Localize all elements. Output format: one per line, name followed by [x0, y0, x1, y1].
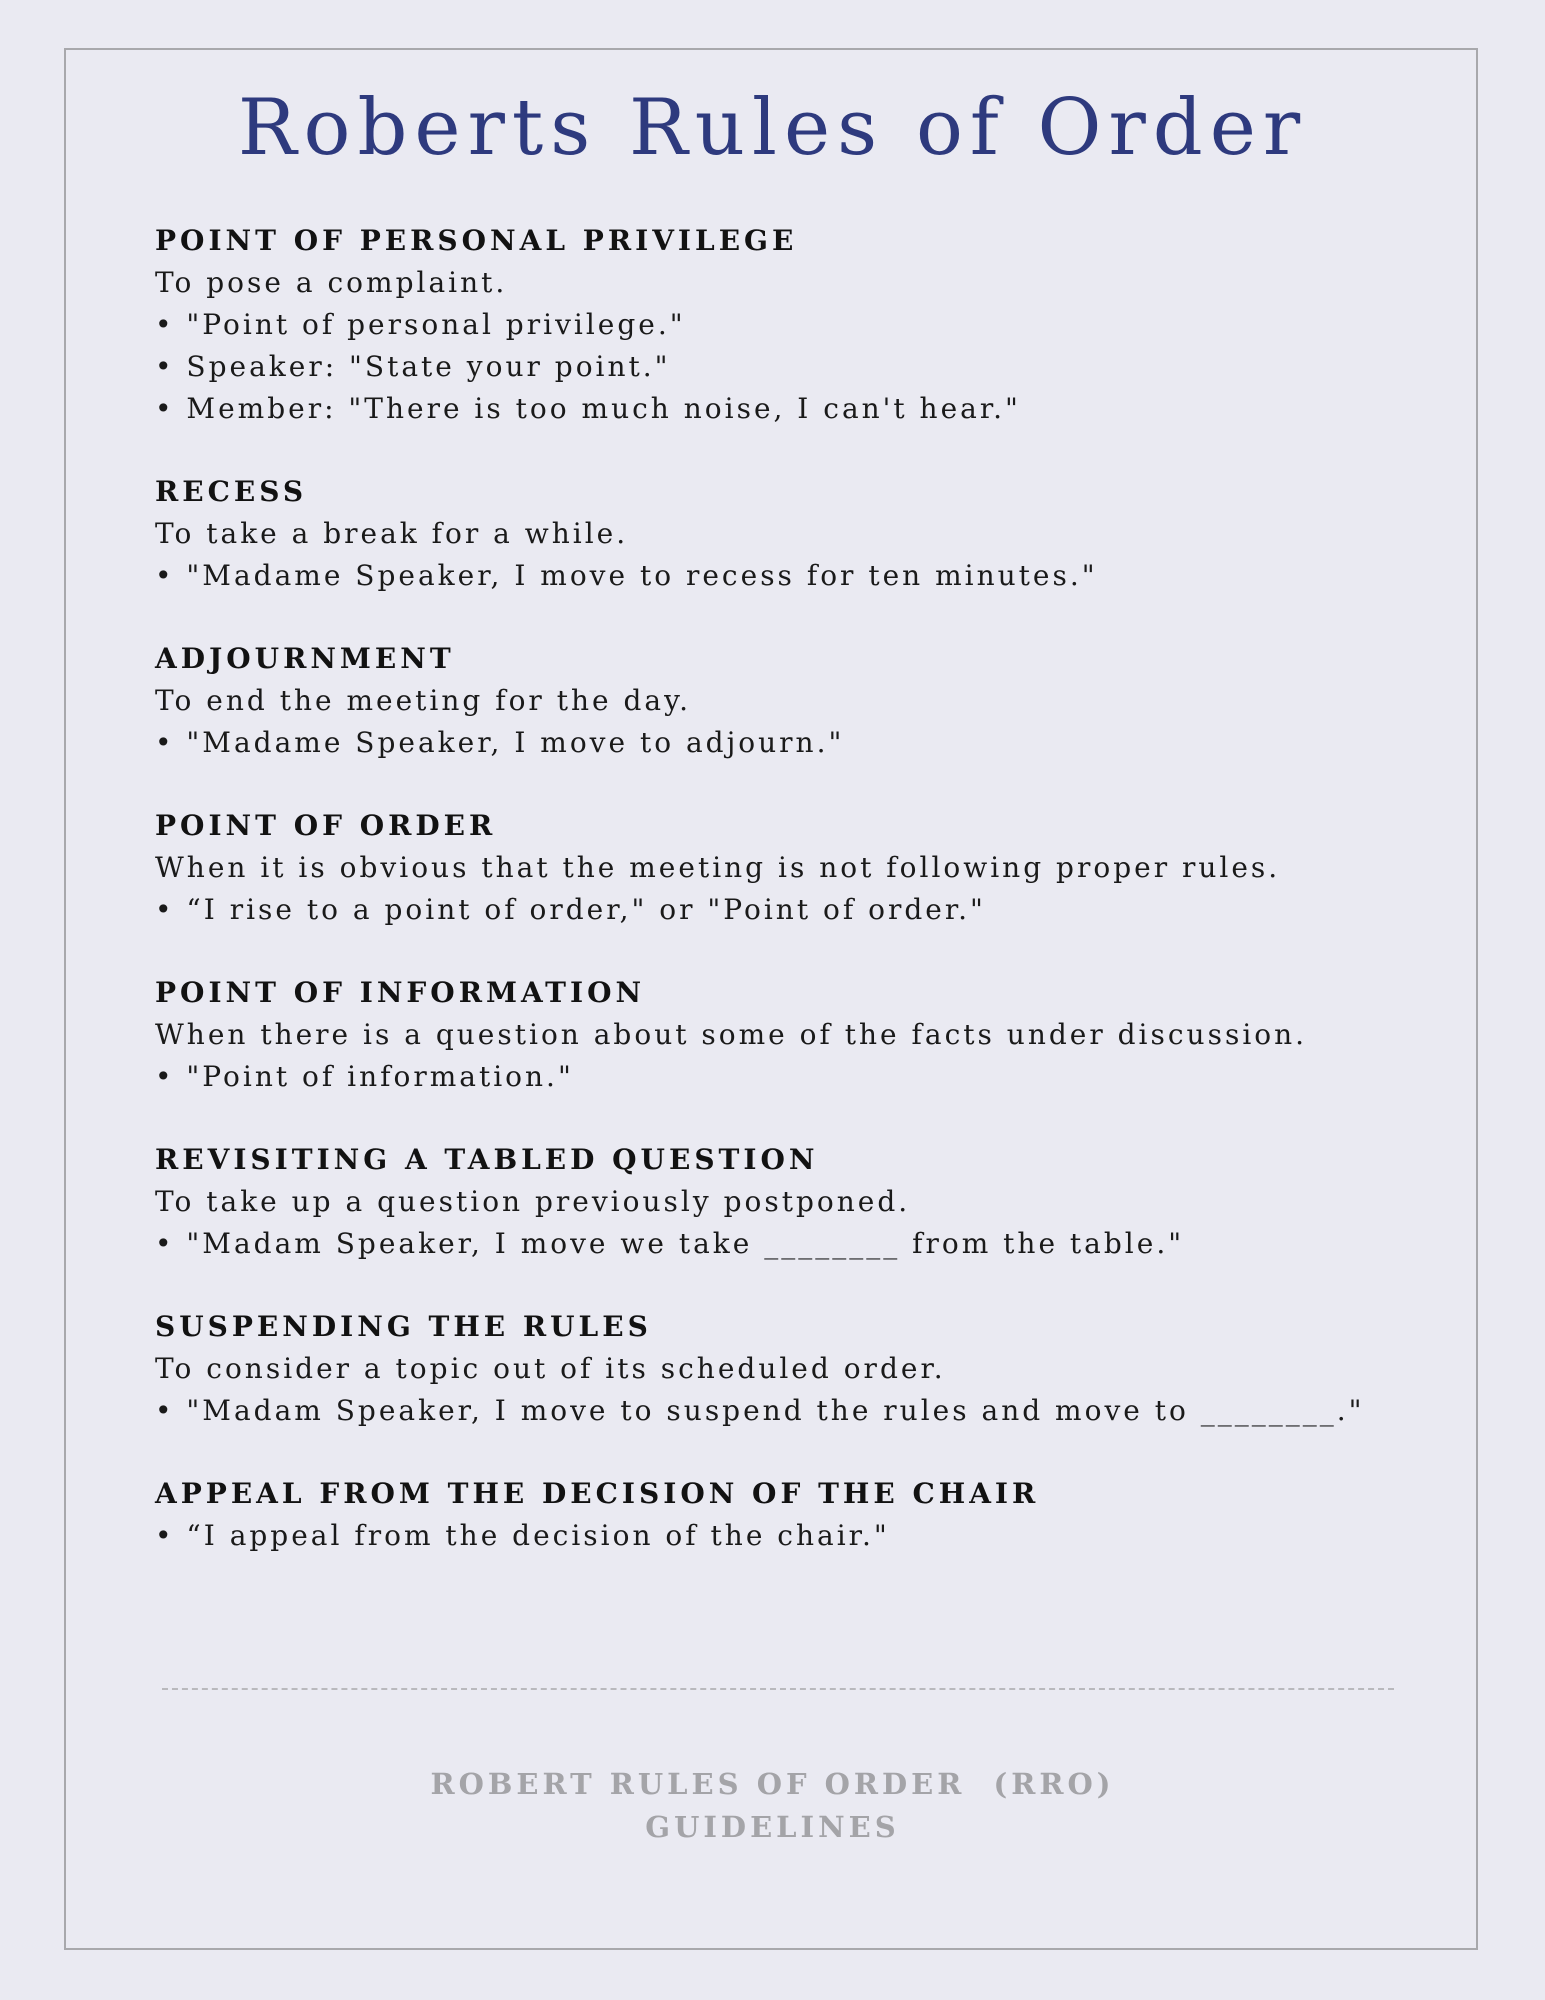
- rule-text-line: To pose a complaint.: [155, 266, 508, 299]
- rule-text-line: • "Madam Speaker, I move to suspend the rules and move to ________.": [155, 1394, 1365, 1427]
- rule-section: [155, 1306, 1435, 1432]
- rule-text-line: When there is a question about some of the facts under discussion.: [155, 1018, 1308, 1051]
- footer-divider: [162, 1688, 1394, 1690]
- rule-text-line: • “I rise to a point of order," or "Point of order.": [155, 893, 986, 926]
- footer-title: ROBERT RULES OF ORDER (RRO): [430, 1767, 1115, 1801]
- rule-heading: POINT OF INFORMATION: [155, 976, 646, 1009]
- rules-list: [155, 220, 1435, 1598]
- rule-heading: APPEAL FROM THE DECISION OF THE CHAIR: [155, 1477, 1040, 1510]
- rule-text-line: When it is obvious that the meeting is not following proper rules.: [155, 851, 1281, 884]
- rule-section: [155, 805, 1435, 931]
- footer-subtitle: GUIDELINES: [645, 1810, 900, 1844]
- rule-text-line: To take up a question previously postponed.: [155, 1185, 911, 1218]
- rule-section: [155, 972, 1435, 1098]
- rule-text-line: • "Madam Speaker, I move we take ________ from the table.": [155, 1227, 1185, 1260]
- rule-heading: RECESS: [155, 475, 308, 508]
- rule-heading: SUSPENDING THE RULES: [155, 1310, 652, 1343]
- rule-text-line: To take a break for a while.: [155, 517, 629, 550]
- rule-heading: REVISITING A TABLED QUESTION: [155, 1143, 819, 1176]
- page-title: Roberts Rules of Order: [237, 83, 1308, 173]
- rule-text-line: • "Madame Speaker, I move to recess for ten minutes.": [155, 559, 1098, 592]
- rule-section: [155, 220, 1435, 430]
- rule-section: [155, 1473, 1435, 1557]
- rule-heading: POINT OF PERSONAL PRIVILEGE: [155, 224, 798, 257]
- rule-heading: ADJOURNMENT: [155, 642, 455, 675]
- rule-heading: POINT OF ORDER: [155, 809, 497, 842]
- rule-text-line: • Speaker: "State your point.": [155, 350, 671, 383]
- rule-section: [155, 471, 1435, 597]
- rule-section: [155, 1139, 1435, 1265]
- rule-text-line: To consider a topic out of its scheduled order.: [155, 1352, 946, 1385]
- rule-text-line: • “I appeal from the decision of the chair.": [155, 1519, 890, 1552]
- rule-text-line: • Member: "There is too much noise, I can't hear.": [155, 392, 1021, 425]
- rule-text-line: • "Point of information.": [155, 1060, 574, 1093]
- footer: [0, 1763, 1545, 1849]
- rule-text-line: To end the meeting for the day.: [155, 684, 692, 717]
- rule-text-line: • "Madame Speaker, I move to adjourn.": [155, 726, 845, 759]
- rule-text-line: • "Point of personal privilege.": [155, 308, 686, 341]
- rule-section: [155, 638, 1435, 764]
